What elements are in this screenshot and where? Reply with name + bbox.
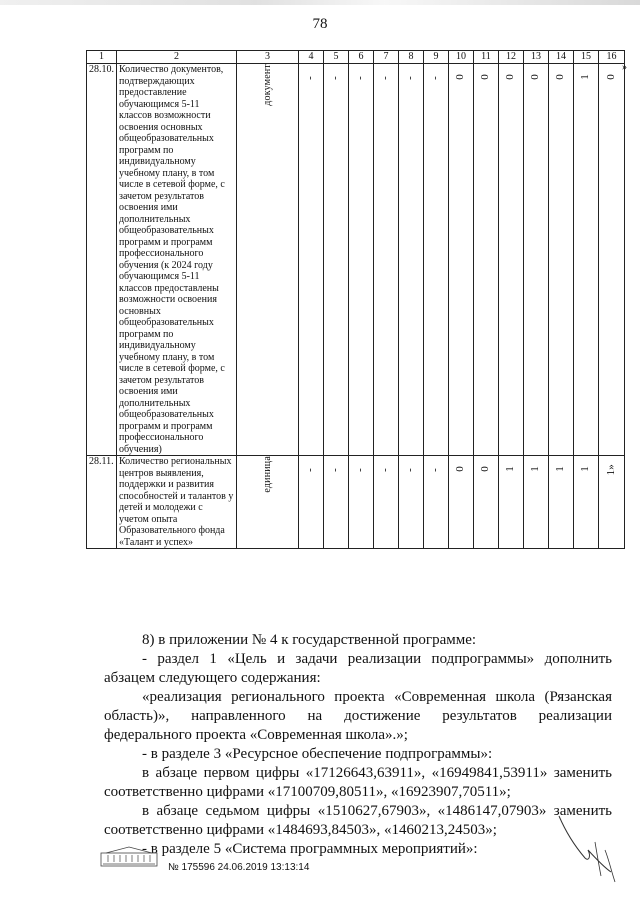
value-text: - [304, 76, 317, 80]
value-text: - [329, 76, 342, 80]
value-text: - [329, 468, 342, 472]
paragraph: - раздел 1 «Цель и задачи реализации подпрограммы» дополнить абзацем следующего содержания: [104, 651, 612, 686]
value-text: 1 [504, 466, 517, 472]
value-cell [524, 64, 549, 456]
value-text: 0 [454, 74, 467, 80]
column-header: 10 [449, 51, 474, 64]
column-header: 9 [424, 51, 449, 64]
value-text: - [354, 468, 367, 472]
paragraph: 8) в приложении № 4 к государственной программе: [142, 632, 477, 648]
column-header: 7 [374, 51, 399, 64]
value-text: 1 [554, 466, 567, 472]
value-cell [474, 456, 499, 549]
value-cell [449, 456, 474, 549]
value-text: - [304, 468, 317, 472]
value-cell [599, 456, 625, 549]
row-number: 28.10. [87, 64, 117, 456]
scan-edge [0, 0, 640, 5]
value-text: - [354, 76, 367, 80]
value-text: 1 [529, 466, 542, 472]
value-text: - [379, 76, 392, 80]
value-text: 0 [479, 466, 492, 472]
table-row [87, 64, 625, 456]
value-cell [374, 456, 399, 549]
value-cell [299, 456, 324, 549]
value-cell [599, 64, 625, 456]
paragraph: «реализация регионального проекта «Современная школа (Рязанская область)», направленного на достижение результатов реализации федерального проекта «Современная школа».»; [104, 689, 612, 743]
column-header: 5 [324, 51, 349, 64]
value-text: 0 [554, 74, 567, 80]
value-cell [574, 64, 599, 456]
row-number: 28.11. [87, 456, 117, 549]
indicator-description: Количество документов, подтверждающих предоставление обучающимся 5-11 классов возможности освоения основных общеобразовательных программ по индивидуальному учебному плану, в том числе в сетевой форме, с зачетом результатов освоения ими дополнительных общеобразовательных программ и программ профессионального обучения (к 2024 году обучающимся 5-11 классов предоставлены возможности освоения основных общеобразовательных программ по индивидуальному учебному плану, в том числе в сетевой форме, с зачетом результатов освоения ими дополнительных общеобразовательных программ и программ профессионального обучения) [117, 64, 237, 456]
value-cell [524, 456, 549, 549]
column-header: 1 [87, 51, 117, 64]
value-text: 0 [529, 74, 542, 80]
value-cell [549, 64, 574, 456]
value-cell [574, 456, 599, 549]
column-header: 8 [399, 51, 424, 64]
value-text: - [429, 76, 442, 80]
unit-of-measure [237, 456, 299, 549]
value-text: 0 [479, 74, 492, 80]
value-text: 1 [579, 74, 592, 80]
value-cell [499, 64, 524, 456]
unit-label: документ [261, 64, 273, 106]
unit-label: единица [261, 456, 273, 493]
table-row [87, 456, 625, 549]
value-cell [424, 456, 449, 549]
table-header-row [87, 51, 625, 64]
value-text: - [429, 468, 442, 472]
value-cell [374, 64, 399, 456]
value-text: 0 [504, 74, 517, 80]
margin-mark: » [622, 62, 627, 73]
paragraph: в абзаце первом цифры «17126643,63911», «16949841,53911» заменить соответственно цифрами «17100709,80511», «16923907,70511»; [104, 765, 612, 800]
value-cell [474, 64, 499, 456]
value-cell [349, 456, 374, 549]
column-header: 15 [574, 51, 599, 64]
column-header: 4 [299, 51, 324, 64]
indicator-description: Количество региональных центров выявления, поддержки и развития способностей и талантов у детей и молодежи с учетом опыта Образовательного фонда «Талант и успех» [117, 456, 237, 549]
value-cell [499, 456, 524, 549]
column-header: 16 [599, 51, 625, 64]
column-header: 14 [549, 51, 574, 64]
registration-stamp: № 175596 24.06.2019 13:13:14 [168, 862, 310, 873]
column-header: 13 [524, 51, 549, 64]
value-text: 1 [579, 466, 592, 472]
column-header: 3 [237, 51, 299, 64]
paragraph: - в разделе 5 «Система программных мероприятий»: [142, 841, 478, 857]
paragraph: в абзаце седьмом цифры «1510627,67903», «1486147,07903» заменить соответственно цифрами «1484693,84503», «1460213,24503»; [104, 803, 612, 838]
document-body [104, 631, 612, 859]
unit-of-measure [237, 64, 299, 456]
value-cell [399, 456, 424, 549]
handwritten-signature [555, 810, 625, 890]
value-text: - [404, 76, 417, 80]
value-cell [324, 64, 349, 456]
value-cell [549, 456, 574, 549]
value-text: - [404, 468, 417, 472]
value-text: - [379, 468, 392, 472]
column-header: 12 [499, 51, 524, 64]
value-cell [399, 64, 424, 456]
value-cell [324, 456, 349, 549]
page-number: 78 [312, 16, 328, 32]
value-cell [449, 64, 474, 456]
value-cell [349, 64, 374, 456]
value-text: 0 [454, 466, 467, 472]
paragraph: - в разделе 3 «Ресурсное обеспечение подпрограммы»: [142, 746, 493, 762]
column-header: 11 [474, 51, 499, 64]
value-cell [299, 64, 324, 456]
value-text: 0 [604, 74, 617, 80]
column-header: 6 [349, 51, 374, 64]
value-text: 1» [604, 464, 617, 476]
government-stamp-logo [100, 845, 158, 869]
value-cell [424, 64, 449, 456]
indicators-table [86, 50, 625, 549]
column-header: 2 [117, 51, 237, 64]
